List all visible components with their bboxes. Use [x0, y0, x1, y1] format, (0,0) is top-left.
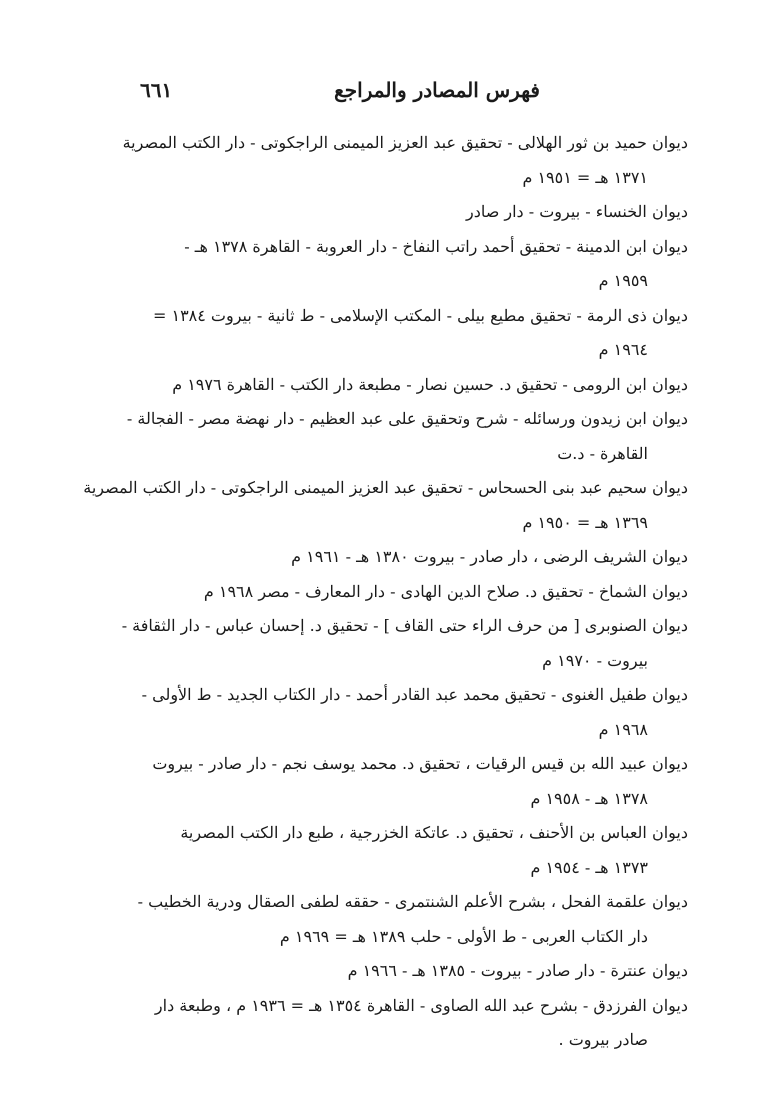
entry-line: ديوان الشماخ - تحقيق د. صلاح الدين الهادى - دار المعارف - مصر ١٩٦٨ م: [203, 581, 688, 601]
entry-line: ديوان الخنساء - بيروت - دار صادر: [465, 202, 688, 221]
page-title: فهرس المصادر والمراجع: [334, 78, 540, 102]
entry-continuation-line: ١٩٥٩ م: [598, 271, 648, 290]
entry-continuation-line: ١٣٧٨ هـ - ١٩٥٨ م: [530, 788, 648, 808]
entry-continuation-line: صادر بيروت .: [558, 1030, 648, 1049]
entry-line: ديوان الفرزدق - بشرح عبد الله الصاوى - القاهرة ١٣٥٤ هـ = ١٩٣٦ م ، وطبعة دار: [154, 995, 688, 1015]
entry-continuation-line: القاهرة - د.ت: [557, 443, 648, 463]
bibliography-entry: [128, 989, 688, 1058]
bibliography-entry: [128, 402, 688, 471]
entry-line: ديوان ذى الرمة - تحقيق مطيع بيلى - المكتب الإسلامى - ط ثانية - بيروت ١٣٨٤ =: [152, 305, 688, 325]
bibliography-entry: [128, 540, 688, 575]
entry-continuation-line: ١٩٦٤ م: [598, 340, 648, 359]
bibliography-entry: [128, 885, 688, 954]
entry-continuation-line: ١٩٦٨ م: [598, 719, 648, 739]
bibliography-entry: [128, 195, 688, 230]
entry-line: ديوان ابن الرومى - تحقيق د. حسين نصار - مطبعة دار الكتب - القاهرة ١٩٧٦ م: [172, 374, 688, 394]
entry-continuation-line: ١٣٧١ هـ = ١٩٥١ م: [522, 167, 648, 187]
entry-line: ديوان عبيد الله بن قيس الرقيات ، تحقيق د. محمد يوسف نجم - دار صادر - بيروت: [152, 754, 688, 773]
bibliography-entry: [128, 954, 688, 989]
entry-line: ديوان علقمة الفحل ، بشرح الأعلم الشنتمرى - حققه لطفى الصقال ودرية الخطيب -: [137, 892, 688, 911]
bibliography-entry: [128, 747, 688, 816]
bibliography-entry: [128, 230, 688, 299]
entry-line: ديوان سحيم عبد بنى الحسحاس - تحقيق عبد العزيز الميمنى الراجكوتى - دار الكتب المصرية: [83, 478, 688, 497]
entry-line: ديوان ابن الدمينة - تحقيق أحمد راتب النفاخ - دار العروبة - القاهرة ١٣٧٨ هـ -: [184, 236, 688, 256]
bibliography-entry: [83, 471, 688, 540]
entry-line: ديوان ابن زيدون ورسائله - شرح وتحقيق على عبد العظيم - دار نهضة مصر - الفجالة -: [126, 409, 688, 428]
bibliography-entry: [128, 678, 688, 747]
bibliography-entry: [128, 575, 688, 610]
bibliography-entry: [121, 609, 688, 678]
entry-continuation-line: ١٣٦٩ هـ = ١٩٥٠ م: [522, 512, 648, 532]
entry-line: ديوان طفيل الغنوى - تحقيق محمد عبد القادر أحمد - دار الكتاب الجديد - ط الأولى -: [141, 685, 688, 704]
bibliography-entry: [128, 299, 688, 368]
entry-continuation-line: ١٣٧٣ هـ - ١٩٥٤ م: [530, 857, 648, 877]
page-number: ٦٦١: [140, 78, 173, 102]
entry-line: ديوان حميد بن ثور الهلالى - تحقيق عبد العزيز الميمنى الراجكوتى - دار الكتب المصرية: [122, 133, 688, 152]
entry-continuation-line: بيروت - ١٩٧٠ م: [542, 650, 648, 670]
entry-line: ديوان الصنوبرى [ من حرف الراء حتى القاف ] - تحقيق د. إحسان عباس - دار الثقافة -: [121, 616, 688, 635]
entry-line: ديوان العباس بن الأحنف ، تحقيق د. عاتكة الخزرجية ، طبع دار الكتب المصرية: [180, 823, 688, 842]
entry-line: ديوان الشريف الرضى ، دار صادر - بيروت ١٣٨٠ هـ - ١٩٦١ م: [291, 547, 688, 566]
page-header: [140, 78, 540, 112]
entry-continuation-line: دار الكتاب العربى - ط الأولى - حلب ١٣٨٩ هـ = ١٩٦٩ م: [279, 926, 648, 946]
bibliography-entry: [128, 816, 688, 885]
entry-line: ديوان عنترة - دار صادر - بيروت - ١٣٨٥ هـ - ١٩٦٦ م: [347, 961, 688, 980]
bibliography-entry: [128, 368, 688, 403]
bibliography-entry: [122, 126, 688, 195]
bibliography-list: [83, 126, 688, 1058]
